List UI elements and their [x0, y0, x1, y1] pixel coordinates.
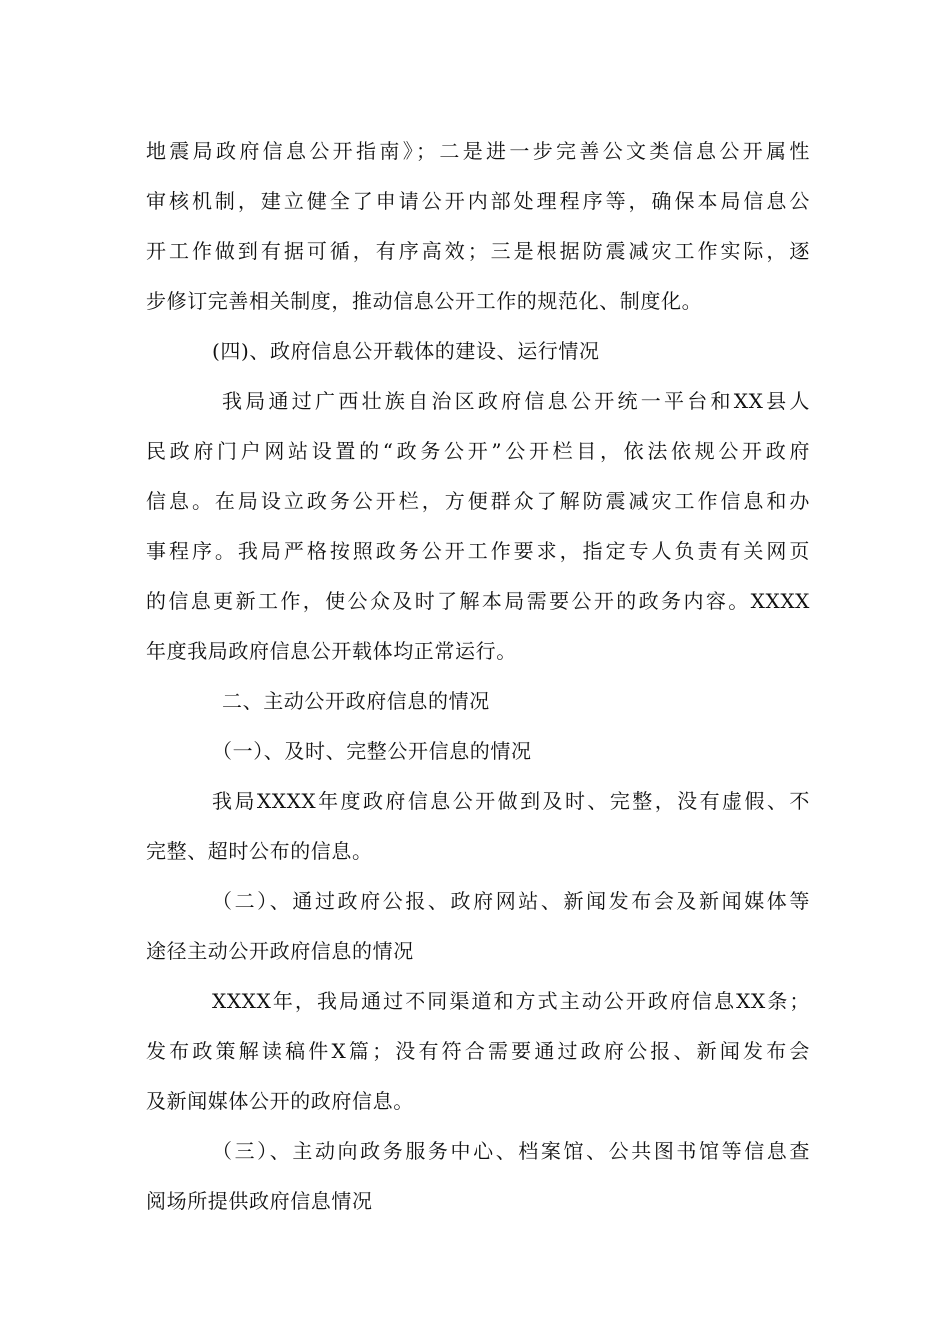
text-line: 发布政策解读稿件X篇；没有符合需要通过政府公报、新闻发布会	[146, 1039, 810, 1063]
text-line: 审核机制，建立健全了申请公开内部处理程序等，确保本局信息公	[146, 189, 810, 213]
text-line: 我局XXXX年度政府信息公开做到及时、完整，没有虚假、不	[212, 789, 810, 813]
text-line: 的信息更新工作，使公众及时了解本局需要公开的政务内容。XXXX	[146, 589, 810, 613]
text-line: 阅场所提供政府信息情况	[146, 1189, 373, 1213]
section-heading: （二）、通过政府公报、政府网站、新闻发布会及新闻媒体等	[212, 889, 810, 913]
text-line: 完整、超时公布的信息。	[146, 839, 373, 863]
text-line: XXXX年，我局通过不同渠道和方式主动公开政府信息XX条；	[212, 989, 810, 1013]
text-line: 事程序。我局严格按照政务公开工作要求，指定专人负责有关网页	[146, 539, 810, 563]
text-line: 年度我局政府信息公开载体均正常运行。	[146, 639, 517, 663]
section-heading: （一）、及时、完整公开信息的情况	[212, 739, 532, 763]
text-line: 信息。在局设立政务公开栏，方便群众了解防震减灾工作信息和办	[146, 489, 810, 513]
section-heading: (四)、政府信息公开载体的建设、运行情况	[212, 339, 600, 363]
text-line: 地震局政府信息公开指南》；二是进一步完善公文类信息公开属性	[146, 139, 810, 163]
text-line: 步修订完善相关制度，推动信息公开工作的规范化、制度化。	[146, 289, 703, 313]
section-heading: （三）、主动向政务服务中心、档案馆、公共图书馆等信息查	[212, 1139, 810, 1163]
section-heading: 二、主动公开政府信息的情况	[222, 689, 490, 713]
text-line: 我局通过广西壮族自治区政府信息公开统一平台和XX县人	[222, 389, 810, 413]
text-line: 开工作做到有据可循，有序高效；三是根据防震减灾工作实际，逐	[146, 239, 810, 263]
text-line: 民政府门户网站设置的“政务公开”公开栏目，依法依规公开政府	[146, 439, 810, 463]
text-line: 及新闻媒体公开的政府信息。	[146, 1089, 414, 1113]
text-line: 途径主动公开政府信息的情况	[146, 939, 414, 963]
